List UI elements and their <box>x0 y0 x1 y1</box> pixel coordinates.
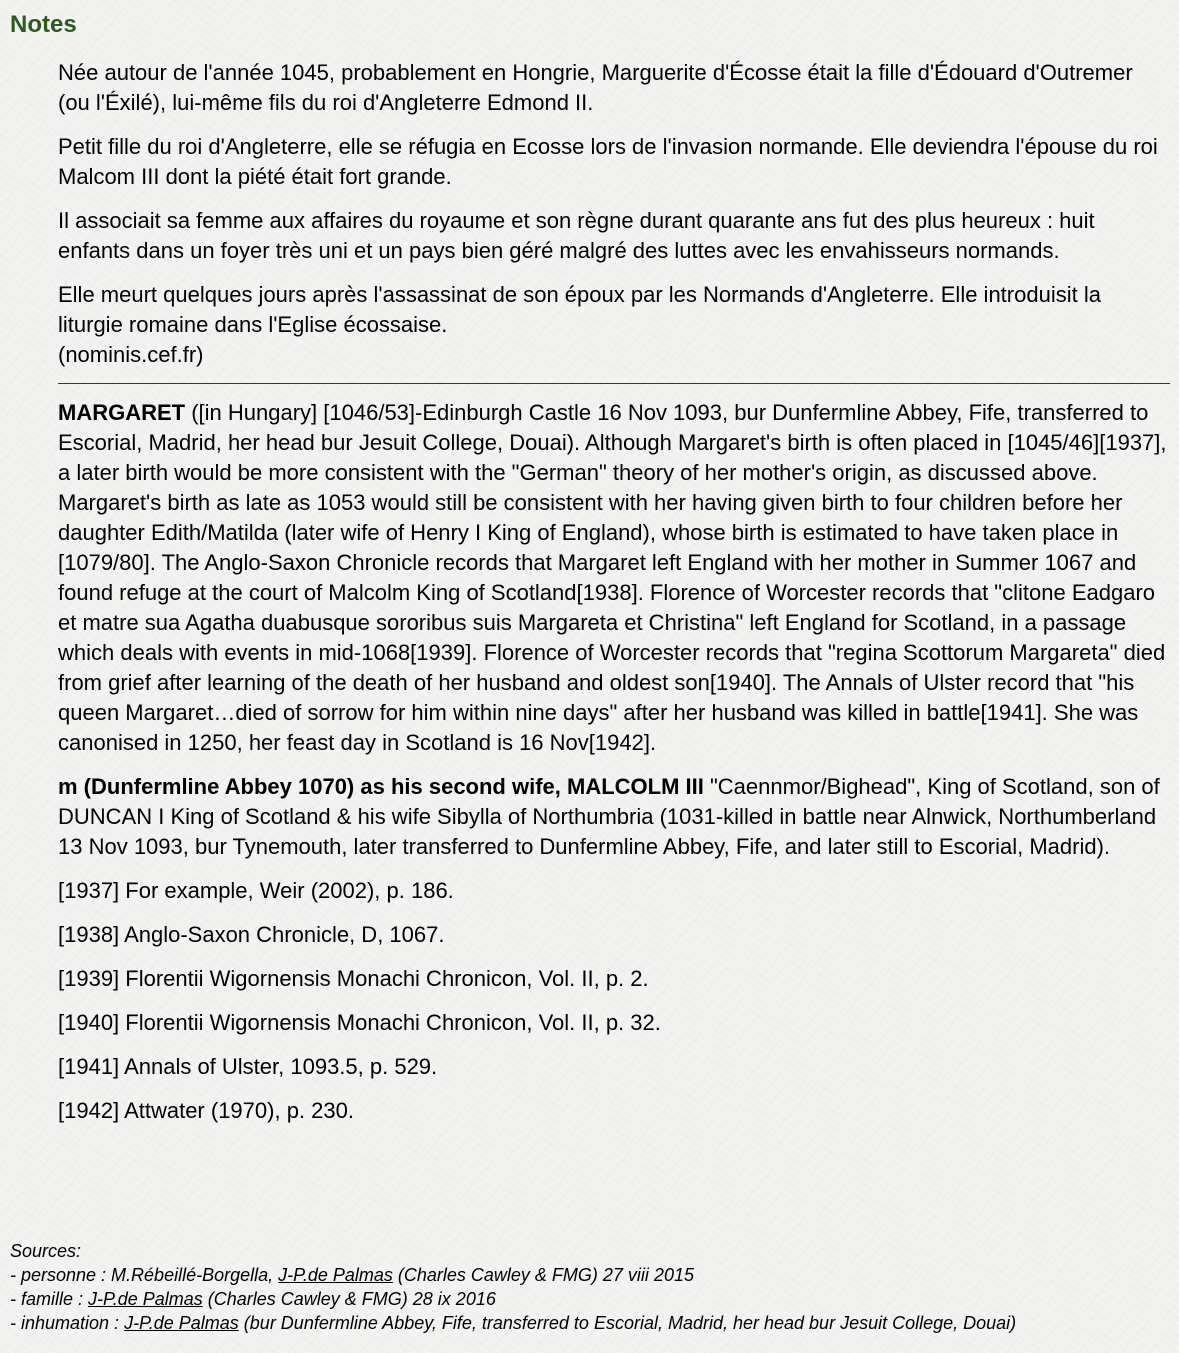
nominis-paragraph-3: Il associait sa femme aux affaires du royaume et son règne durant quarante ans fut des plus heureux : huit enfants dans un foyer très uni et un pays bien géré malgré des luttes avec les envahisseurs normands. <box>58 208 1095 263</box>
footnote-1937: [1937] For example, Weir (2002), p. 186. <box>58 878 454 903</box>
biography-text: ([in Hungary] [1046/53]-Edinburgh Castle 16 Nov 1093, bur Dunfermline Abbey, Fife, transferred to Escorial, Madrid, her head bur Jesuit College, Douai). Although Margaret's birth is often placed in [1045/46][1937], a later birth would be more consistent with the "German" theory of her mother's origin, as discussed above. Margaret's birth as late as 1053 would still be consistent with her having given birth to four children before her daughter Edith/Matilda (later wife of Henry I King of England), whose birth is estimated to have taken place in [1079/80]. The Anglo-Saxon Chronicle records that Margaret left England with her mother in Summer 1067 and found refuge at the court of Malcolm King of Scotland[1938]. Florence of Worcester records that "clitone Eadgaro et matre sua Agatha duabusque sororibus suis Margareta et Christina" left England for Scotland, in a passage which deals with events in mid-1068[1939]. Florence of Worcester records that "regina Scottorum Margareta" died from grief after learning of the death of her husband and oldest son[1940]. The Annals of Ulster record that "his queen Margaret…died of sorrow for him within nine days" after her husband was killed in battle[1941]. She was canonised in 1250, her feast day in Scotland is 16 Nov[1942]. <box>58 400 1167 755</box>
source-famille-link[interactable]: J-P.de Palmas <box>88 1289 203 1309</box>
footnote-1942: [1942] Attwater (1970), p. 230. <box>58 1098 354 1123</box>
source-famille-prefix: - famille : <box>10 1289 89 1309</box>
nominis-paragraph-2: Petit fille du roi d'Angleterre, elle se réfugia en Ecosse lors de l'invasion normande. Elle deviendra l'épouse du roi Malcom III dont la piété était fort grande. <box>58 134 1158 189</box>
source-famille <box>10 1287 1170 1311</box>
footnote-1941: [1941] Annals of Ulster, 1093.5, p. 529. <box>58 1054 438 1079</box>
source-personne-suffix: (Charles Cawley & FMG) 27 viii 2015 <box>392 1265 694 1285</box>
source-inhumation-prefix: - inhumation : <box>10 1313 125 1333</box>
footnote-1938: [1938] Anglo-Saxon Chronicle, D, 1067. <box>58 922 445 947</box>
fmg-biography <box>58 398 1170 758</box>
marriage-text: "Caennmor/Bighead", King of Scotland, son of DUNCAN I King of Scotland & his wife Sibylla of Northumbria (1031-killed in battle near Alnwick, Northumberland 13 Nov 1093, bur Tynemouth, later transferred to Dunfermline Abbey, Fife, and later still to Escorial, Madrid). <box>58 774 1160 859</box>
sources-section <box>10 1239 1170 1335</box>
marriage-heading: m (Dunfermline Abbey 1070) as his second wife, MALCOLM III <box>58 774 704 799</box>
nominis-paragraph-1: Née autour de l'année 1045, probablement en Hongrie, Marguerite d'Écosse était la fille d'Édouard d'Outremer (ou l'Éxilé), lui-même fils du roi d'Angleterre Edmond II. <box>58 60 1133 115</box>
section-divider <box>58 383 1170 384</box>
source-personne <box>10 1263 1170 1287</box>
sources-heading: Sources: <box>10 1241 82 1261</box>
source-inhumation-suffix: (bur Dunfermline Abbey, Fife, transferred to Escorial, Madrid, her head bur Jesuit College, Douai) <box>238 1313 1017 1333</box>
person-name: MARGARET <box>58 400 186 425</box>
nominis-source: (nominis.cef.fr) <box>58 342 204 367</box>
footnote-1939: [1939] Florentii Wigornensis Monachi Chronicon, Vol. II, p. 2. <box>58 966 649 991</box>
source-inhumation-link[interactable]: J-P.de Palmas <box>124 1313 239 1333</box>
footnote-1940: [1940] Florentii Wigornensis Monachi Chronicon, Vol. II, p. 32. <box>58 1010 661 1035</box>
notes-heading: Notes <box>10 11 77 38</box>
source-personne-link[interactable]: J-P.de Palmas <box>278 1265 393 1285</box>
source-personne-prefix: - personne : M.Rébeillé-Borgella, <box>10 1265 279 1285</box>
source-inhumation <box>10 1311 1170 1335</box>
marriage-paragraph <box>58 772 1170 862</box>
source-famille-suffix: (Charles Cawley & FMG) 28 ix 2016 <box>202 1289 496 1309</box>
nominis-paragraph-4: Elle meurt quelques jours après l'assassinat de son époux par les Normands d'Angleterre. Elle introduisit la liturgie romaine dans l'Eglise écossaise. <box>58 282 1101 337</box>
notes-content <box>58 58 1170 1140</box>
